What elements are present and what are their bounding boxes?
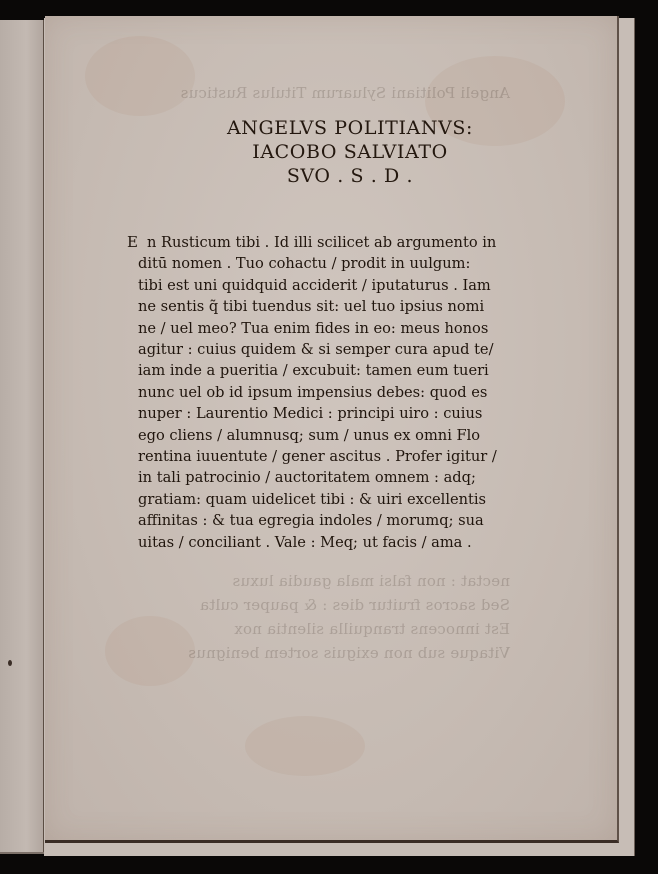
text-line: ne / uel meo? Tua enim fides in eo: meus honos [138, 319, 489, 337]
left-facing-page [0, 20, 44, 854]
ink-spot [8, 660, 12, 666]
show-through-text: Est innocens tranquilla silentia nox [234, 620, 510, 638]
text-line: affinitas : & tua egregia indoles / morumq; sua [138, 512, 484, 530]
show-through-text: nectat : non falsi mala gaudia luxus [232, 572, 510, 590]
text-line: E n Rusticum tibi . Id illi scilicet ab argumento in [127, 232, 557, 253]
text-line: tibi est uni quidquid acciderit / iputaturus . Iam [138, 276, 491, 294]
text-line: iam inde a pueritia / excubuit: tamen eum tueri [138, 362, 489, 380]
paper-stain [245, 716, 365, 776]
letter-body [127, 232, 557, 553]
show-through-text: Vitaque sub non exiguis sortem benignus [188, 644, 510, 662]
show-through-text: Angeli Politiani Syluarum Titulus Rusticus [180, 84, 510, 102]
text-line: ego cliens / alumnusq; sum / unus ex omni Flo [138, 426, 481, 444]
text-line: ne sentis q̃ tibi tuendus sit: uel tuo ipsius nomi [138, 298, 485, 316]
text-line: agitur : cuius quidem & si semper cura apud te/ [138, 341, 494, 359]
heading-line: IACOBO SALVIATO [252, 141, 448, 163]
heading-line: SVO . S . D . [286, 165, 414, 187]
text-line: nuper : Laurentio Medici : principi uiro : cuius [138, 405, 483, 423]
text-line: nunc uel ob id ipsum impensius debes: quod es [138, 383, 488, 401]
heading-line: ANGELVS POLITIANVS: [226, 117, 474, 139]
text-line: in tali patrocinio / auctoritatem omnem : adq; [138, 469, 476, 487]
text-line: uitas / conciliant . Vale : Meq; ut facis / ama . [138, 533, 472, 551]
text-line: ditū nomen . Tuo cohactu / prodit in uulgum: [138, 255, 471, 273]
guide-letter: E [127, 233, 138, 251]
show-through-text: Sed sacros fruitur dies : & pauper culta [199, 596, 510, 614]
text-line: rentina iuuentute / gener ascitus . Profer igitur / [138, 448, 497, 466]
paper-stain [105, 616, 195, 686]
paper-stain [85, 36, 195, 116]
dedication-heading [200, 116, 500, 188]
text-line: gratiam: quam uidelicet tibi : & uiri excellentis [138, 490, 487, 508]
